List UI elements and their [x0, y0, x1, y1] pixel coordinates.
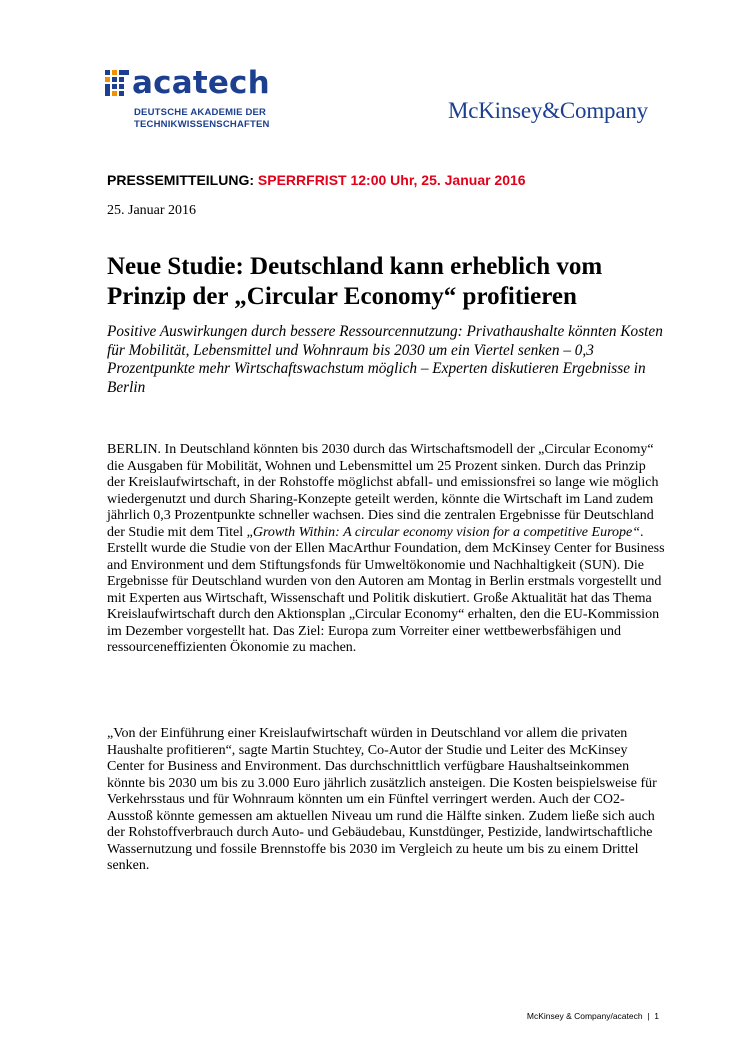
paragraph-1-text-a: BERLIN. In Deutschland könnten bis 2030 durch das Wirtschaftsmodell der „Circular Economy“ die Ausgaben für Mobilität, Wohnen und Lebensmittel um 25 Prozent sinken. Durch das Prinzip der Kreislaufwirtschaft, in der Rohstoffe möglichst abfall- und emissionsfrei so lange wie möglich wiedergenutzt und durch Sharing-Konzepte geteilt werden, könnte die Wirtschaft im Land zudem jährlich 0,3 Prozentpunkte schneller wachsen. Dies sind die zentralen Ergebnisse für Deutschland der Studie mit dem Titel „ — [107, 442, 659, 540]
embargo-notice: SPERRFRIST 12:00 Uhr, 25. Januar 2016 — [257, 172, 526, 188]
acatech-logo-icon — [105, 70, 129, 96]
acatech-subtitle-line1: DEUTSCHE AKADEMIE DER — [134, 107, 267, 118]
headline: Neue Studie: Deutschland kann erheblich vom Prinzip der „Circular Economy“ profitieren — [107, 253, 603, 310]
mckinsey-logo: McKinsey&Company — [448, 98, 648, 123]
acatech-logo — [105, 66, 270, 131]
page-footer: McKinsey & Company/acatech | 1 — [526, 1011, 659, 1021]
paragraph-1-text-b: . Erstellt wurde die Studie von der Ellen MacArthur Foundation, dem McKinsey Center for Business and Environment und dem Stiftungsfonds für Umweltökonomie und Nachhaltigkeit (SUN). Die Ergebnisse für Deutschland wurden von den Autoren am Montag in Berlin erstmals vorgestellt und mit Experten aus Wirtschaft, Wissenschaft und Politik diskutiert. Große Aktualität hat das Thema Kreislaufwirtschaft durch den Aktionsplan „Circular Economy“ erhalten, den die EU-Kommission im Dezember vorgestellt hat. Das Ziel: Europa zum Vorreiter einer wettbewerbsfähigen und ressourceneffizienten Ökonomie zu machen. — [107, 524, 665, 655]
acatech-subtitle — [134, 107, 270, 131]
release-date: 25. Januar 2016 — [107, 203, 197, 218]
acatech-subtitle-line2: TECHNIKWISSENSCHAFTEN — [134, 119, 270, 130]
press-release-line — [107, 172, 526, 188]
press-release-label: PRESSEMITTEILUNG: — [107, 172, 255, 188]
study-title: Growth Within: A circular economy vision for a competitive Europe“ — [252, 524, 640, 540]
body-paragraph-1 — [107, 442, 667, 657]
acatech-wordmark: acatech — [132, 65, 270, 101]
body-paragraph-2: „Von der Einführung einer Kreislaufwirtschaft würden in Deutschland vor allem die privaten Haushalte profitieren“, sagte Martin Stuchtey, Co-Autor der Studie und Leiter des McKinsey Center for Business and Environment. Das durchschnittlich verfügbare Haushaltseinkommen könnte bis 2030 um bis zu 3.000 Euro jährlich zusätzlich ansteigen. Die Kosten beispielsweise für Verkehrsstaus und für Wohnraum könnten um ein Fünftel verringert werden. Auch der CO2-Ausstoß könnte gemessen am aktuellen Niveau um rund die Hälfte sinken. Zudem ließe sich auch der Rohstoffverbrauch durch Auto- und Gebäudebau, Kunstdünger, Pestizide, landwirtschaftliche Wassernutzung und fossile Brennstoffe bis 2030 im Vergleich zu heute um bis zu einem Drittel senken. — [107, 726, 657, 873]
subheadline: Positive Auswirkungen durch bessere Ressourcennutzung: Privathaushalte könnten Kosten für Mobilität, Lebensmittel und Wohnraum bis 2030 um ein Viertel senken – 0,3 Prozentpunkte mehr Wirtschaftswachstum möglich – Experten diskutieren Ergebnisse in Berlin — [107, 323, 663, 396]
